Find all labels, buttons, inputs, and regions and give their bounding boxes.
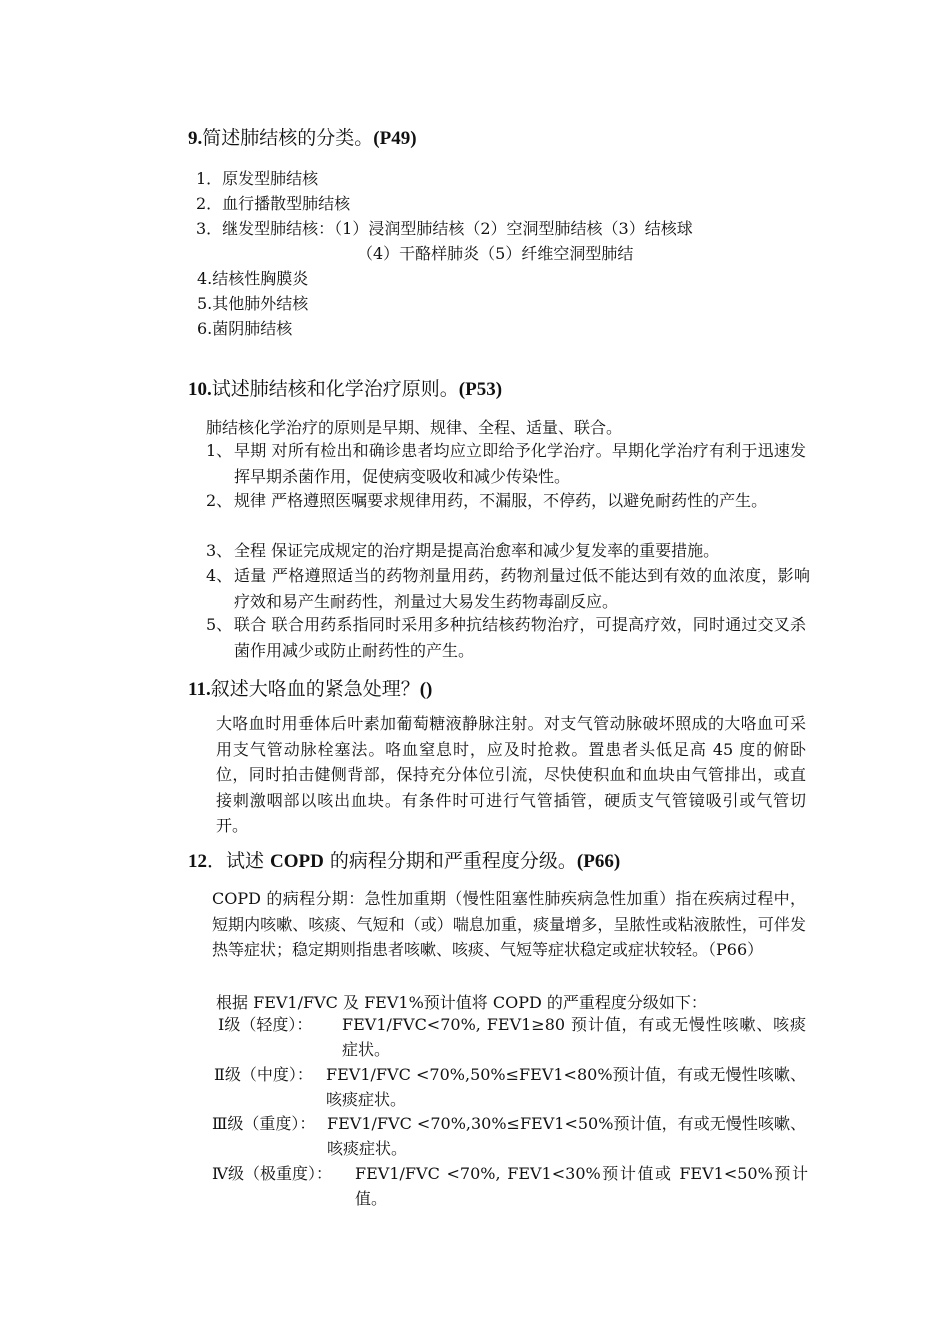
- q10-title: 试述肺结核和化学治疗原则。: [211, 378, 459, 400]
- q12-grade-1-text: FEV1/FVC<70%, FEV1≥80 预计值，有或无慢性咳嗽、咳痰症状。: [342, 1015, 806, 1059]
- q12-grade-2: [214, 1062, 806, 1112]
- q12-title-copd: COPD: [270, 851, 324, 872]
- q11-heading: [188, 674, 432, 701]
- q12-grade-4-text: FEV1/FVC <70%, FEV1<30%预计值或 FEV1<50%预计值。: [355, 1164, 808, 1208]
- q9-number: 9.: [188, 128, 203, 149]
- q11-body: 大咯血时用垂体后叶素加葡萄糖液静脉注射。对支气管动脉破坏照成的大咯血可采用支气管动脉栓塞法。咯血窒息时，应及时抢救。置患者头低足高 45 度的俯卧位，同时拍击健侧背部，保持充分体位引流，尽快使积血和血块由气管排出，或直接刺激咽部以咳出血块。有条件时可进行气管插管，硬质支气管镜吸引或气管切开。: [216, 714, 806, 836]
- q11-title: 叙述大咯血的紧急处理？: [210, 678, 420, 700]
- q12-grade-1: [218, 1012, 806, 1062]
- q9-heading: [188, 123, 417, 150]
- q12-grade-3: [212, 1111, 806, 1161]
- q9-item-6: 6.菌阴肺结核: [197, 319, 293, 338]
- q10-principle-4-number: 4、: [206, 566, 233, 585]
- q9-item-2: 2．血行播散型肺结核: [196, 194, 351, 213]
- q12-grade-1-label: Ⅰ级（轻度）：: [218, 1015, 313, 1034]
- q10-principle-5: [206, 612, 806, 663]
- q12-grade-2-label: Ⅱ级（中度）：: [214, 1065, 313, 1084]
- q9-item-3-continuation: （4）干酪样肺炎（5）纤维空洞型肺结: [357, 244, 634, 263]
- q10-principle-5-text: 联合 联合用药系指同时采用多种抗结核药物治疗，可提高疗效，同时通过交叉杀菌作用减少或防止耐药性的产生。: [234, 615, 806, 660]
- q10-principle-1-number: 1、: [206, 441, 233, 460]
- q10-principle-2-number: 2、: [206, 491, 233, 510]
- q12-title-suffix: 的病程分期和严重程度分级。: [323, 850, 577, 872]
- q9-title: 简述肺结核的分类。: [202, 127, 374, 149]
- q12-grade-2-text: FEV1/FVC <70%,50%≤FEV1<80%预计值，有或无慢性咳嗽、咳痰症状。: [326, 1065, 806, 1109]
- q10-intro: 肺结核化学治疗的原则是早期、规律、全程、适量、联合。: [206, 418, 623, 437]
- q10-principle-2-text: 规律 严格遵照医嘱要求规律用药，不漏服，不停药，以避免耐药性的产生。: [234, 491, 768, 510]
- q12-page-ref: (P66): [576, 851, 621, 872]
- q10-principle-1: [206, 438, 806, 489]
- q12-staging: COPD 的病程分期：急性加重期（慢性阻塞性肺疾病急性加重）指在疾病过程中，短期内咳嗽、咳痰、气短和（或）喘息加重，痰量增多，呈脓性或粘液脓性，可伴发热等症状；稳定期则指患者咳嗽、咳痰、气短等症状稳定或症状较轻。（P66）: [212, 889, 806, 960]
- q12-number: 12: [188, 851, 207, 872]
- q12-grade-4-label: Ⅳ级（极重度）：: [212, 1164, 332, 1183]
- q10-principle-5-number: 5、: [206, 615, 233, 634]
- q11-number: 11.: [188, 679, 211, 700]
- q10-principle-3-number: 3、: [206, 541, 233, 560]
- q12-grade-3-text: FEV1/FVC <70%,30%≤FEV1<50%预计值，有或无慢性咳嗽、咳痰症状。: [327, 1114, 806, 1158]
- q12-heading: [188, 846, 620, 873]
- q9-page-ref: (P49): [373, 128, 417, 149]
- q11-page-ref: (): [419, 679, 433, 700]
- q10-page-ref: (P53): [458, 379, 503, 400]
- q10-principle-3: [206, 538, 810, 564]
- q9-item-4: 4.结核性胸膜炎: [197, 269, 309, 288]
- q10-number: 10.: [188, 379, 212, 400]
- q10-heading: [188, 374, 502, 401]
- q9-item-3: 3．继发型肺结核：（1）浸润型肺结核（2）空洞型肺结核（3）结核球: [196, 219, 693, 238]
- q10-principle-3-text: 全程 保证完成规定的治疗期是提高治愈率和减少复发率的重要措施。: [234, 541, 720, 560]
- q12-title-prefix: ．试述: [207, 850, 271, 872]
- q10-principle-4: [206, 563, 810, 614]
- q10-principle-2: [206, 488, 806, 514]
- q12-grade-4: [212, 1161, 808, 1211]
- q9-item-5: 5.其他肺外结核: [197, 294, 309, 313]
- q12-grading-intro: 根据 FEV1/FVC 及 FEV1%预计值将 COPD 的严重程度分级如下：: [216, 993, 707, 1012]
- q9-item-1: 1．原发型肺结核: [196, 169, 319, 188]
- q10-principle-4-text: 适量 严格遵照适当的药物剂量用药，药物剂量过低不能达到有效的血浓度，影响疗效和易产生耐药性，剂量过大易发生药物毒副反应。: [234, 566, 810, 611]
- q10-principle-1-text: 早期 对所有检出和确诊患者均应立即给予化学治疗。早期化学治疗有利于迅速发挥早期杀菌作用，促使病变吸收和减少传染性。: [234, 441, 806, 486]
- q12-grade-3-label: Ⅲ级（重度）：: [212, 1114, 316, 1133]
